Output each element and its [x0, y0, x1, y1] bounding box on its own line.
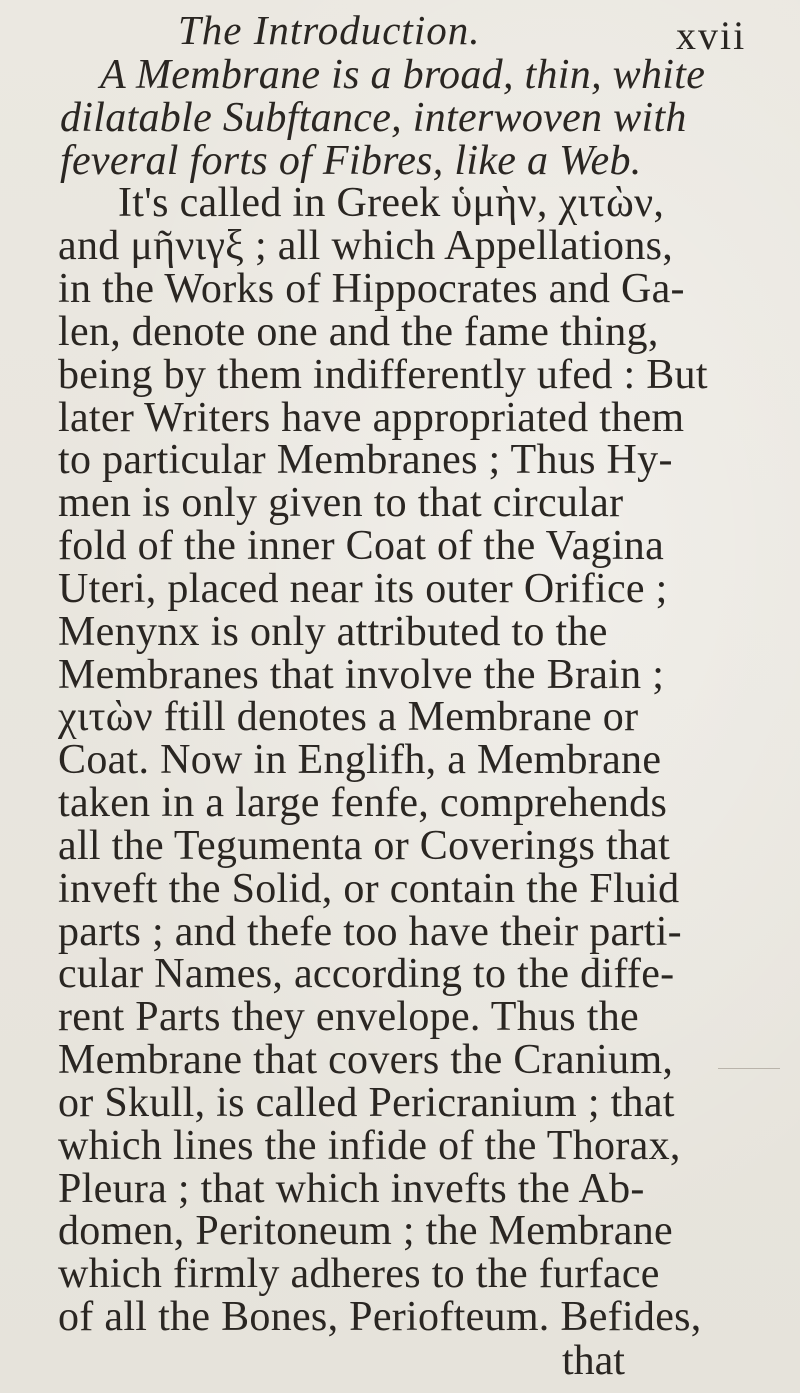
- text-line: all the Tegumenta or Coverings that: [58, 823, 671, 869]
- text-line: Menynx is only attributed to the: [58, 609, 608, 655]
- text-line: parts ; and thefe too have their parti-: [58, 909, 682, 955]
- text-line: cular Names, according to the diffe-: [58, 951, 675, 997]
- text-line: which firmly adheres to the furface: [58, 1251, 660, 1297]
- text-line: Membranes that involve the Brain ;: [58, 652, 665, 698]
- text-line: inveft the Solid, or contain the Fluid: [58, 866, 680, 912]
- text-line: dilatable Subftance, interwoven with: [60, 95, 687, 141]
- text-line: to particular Membranes ; Thus Hy-: [58, 437, 673, 483]
- text-line: A Membrane is a broad, thin, white: [100, 52, 706, 98]
- text-line: fold of the inner Coat of the Vagina: [58, 523, 665, 569]
- running-title: The Introduction.: [178, 7, 481, 53]
- text-line: in the Works of Hippocrates and Ga-: [58, 266, 685, 312]
- text-line: Coat. Now in Englifh, a Membrane: [58, 737, 662, 783]
- text-line: taken in a large fenfe, comprehends: [58, 780, 668, 826]
- text-line: of all the Bones, Periofteum. Befides,: [58, 1294, 702, 1340]
- text-line: rent Parts they envelope. Thus the: [58, 994, 639, 1040]
- text-line: being by them indifferently ufed : But: [58, 352, 708, 398]
- text-line: which lines the infide of the Thorax,: [58, 1123, 681, 1169]
- text-line: and μῆνιγξ ; all which Appellations,: [58, 223, 674, 269]
- scan-stroke: [718, 1068, 780, 1069]
- text-line: feveral forts of Fibres, like a Web.: [60, 138, 642, 184]
- text-line: or Skull, is called Pericranium ; that: [58, 1080, 675, 1126]
- text-line: It's called in Greek ὑμὴν, χιτὼν,: [118, 180, 665, 226]
- text-line: Pleura ; that which invefts the Ab-: [58, 1166, 645, 1212]
- page-number: xvii: [676, 13, 747, 58]
- text-line: later Writers have appropriated them: [58, 395, 685, 441]
- text-line: Uteri, placed near its outer Orifice ;: [58, 566, 668, 612]
- text-line: Membrane that covers the Cranium,: [58, 1037, 674, 1083]
- text-line: len, denote one and the fame thing,: [58, 309, 659, 355]
- text-line: men is only given to that circular: [58, 480, 624, 526]
- text-line: χιτὼν ftill denotes a Membrane or: [58, 694, 639, 740]
- text-line: domen, Peritoneum ; the Membrane: [58, 1208, 673, 1254]
- catchword: that: [562, 1338, 625, 1384]
